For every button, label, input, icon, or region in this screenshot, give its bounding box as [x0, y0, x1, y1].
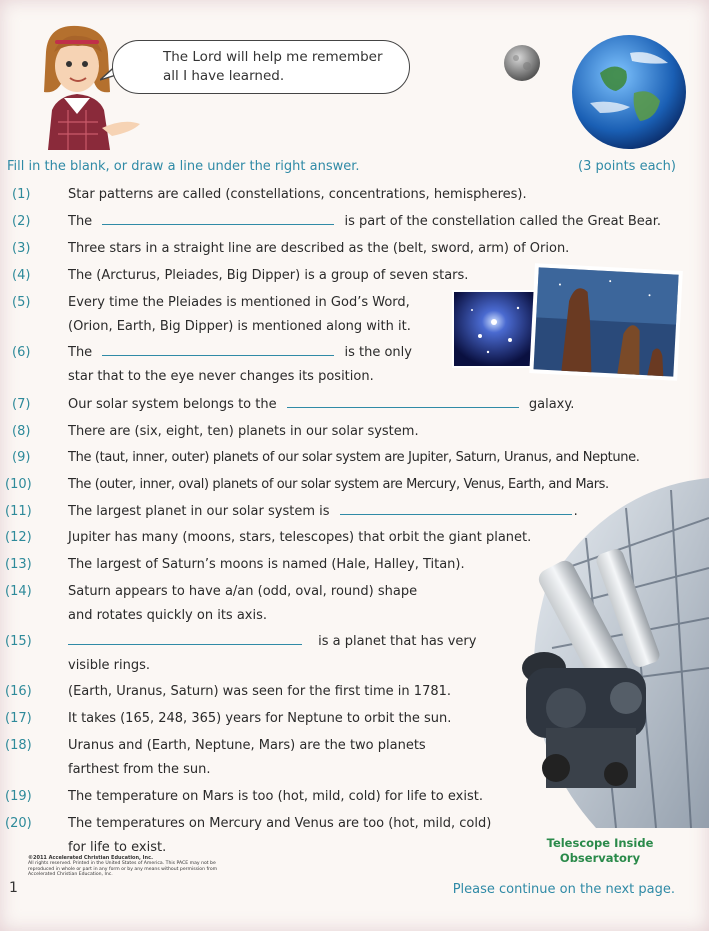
- question-number: (2): [12, 214, 31, 229]
- question-number: (8): [12, 424, 31, 439]
- question-number: (9): [12, 450, 31, 465]
- question-text: is the only: [344, 345, 412, 360]
- question-number: (20): [5, 816, 32, 831]
- star-cluster-photo-icon: [452, 290, 536, 368]
- pillars-of-creation-photo-icon: [528, 263, 684, 383]
- question-text-continued: for life to exist.: [68, 840, 167, 855]
- speech-bubble: [112, 40, 410, 94]
- question-text: (Earth, Uranus, Saturn) was seen for the first time in 1781.: [68, 684, 452, 699]
- points-label: (3 points each): [578, 159, 676, 174]
- question-number: (5): [12, 295, 31, 310]
- question-number: (14): [5, 584, 32, 599]
- question-number: (7): [12, 397, 31, 412]
- speech-bubble-text: The Lord will help me remember all I have learned.: [163, 49, 383, 84]
- question-text: There are (six, eight, ten) planets in our solar system.: [68, 424, 419, 439]
- question-number: (10): [5, 477, 32, 492]
- question-text: The largest planet in our solar system is: [68, 504, 330, 519]
- question-text: The (taut, inner, outer) planets of our solar system are Jupiter, Saturn, Uranus, and Neptune.: [68, 450, 640, 465]
- question-text-continued: star that to the eye never changes its position.: [68, 369, 374, 384]
- question-text-continued: farthest from the sun.: [68, 762, 211, 777]
- question-number: (15): [5, 634, 32, 649]
- question-text: The temperatures on Mercury and Venus are too (hot, mild, cold): [68, 816, 492, 831]
- question-number: (13): [5, 557, 32, 572]
- instructions: Fill in the blank, or draw a line under the right answer.: [7, 159, 360, 174]
- question-text: galaxy.: [528, 397, 575, 412]
- moon-icon: [503, 44, 541, 82]
- question-text: The: [68, 214, 93, 229]
- question-text: Uranus and (Earth, Neptune, Mars) are the two planets: [68, 738, 426, 753]
- question-number: (3): [12, 241, 31, 256]
- question-number: (11): [5, 504, 32, 519]
- question-number: (16): [5, 684, 32, 699]
- continue-text: Please continue on the next page.: [452, 882, 675, 897]
- answer-blank[interactable]: [102, 345, 334, 356]
- telescope-observatory-photo-icon: [486, 478, 709, 828]
- question-number: (12): [5, 530, 32, 545]
- question-number: (17): [5, 711, 32, 726]
- question-text: Saturn appears to have a/an (odd, oval, round) shape: [68, 584, 418, 599]
- question-text: It takes (165, 248, 365) years for Neptune to orbit the sun.: [68, 711, 452, 726]
- question-text: Our solar system belongs to the: [68, 397, 277, 412]
- question-text: The (outer, inner, oval) planets of our solar system are Mercury, Venus, Earth, and Mars.: [68, 477, 609, 492]
- question-text: Three stars in a straight line are described as the (belt, sword, arm) of Orion.: [68, 241, 570, 256]
- telescope-caption: Telescope Inside Observatory: [546, 836, 654, 865]
- question-text-continued: and rotates quickly on its axis.: [68, 608, 267, 623]
- question-text: The (Arcturus, Pleiades, Big Dipper) is a group of seven stars.: [68, 268, 469, 283]
- question-text-continued: visible rings.: [68, 658, 151, 673]
- question-text: .: [573, 504, 578, 519]
- question-text: is a planet that has very: [318, 634, 477, 649]
- copyright-body: All rights reserved. Printed in the United States of America. This PACE may not be reproduced in whole or part in any form or by any means without permission from Accelerated Christian Education, Inc.: [28, 861, 218, 878]
- question-number: (19): [5, 789, 32, 804]
- question-text: The largest of Saturn’s moons is named (Hale, Halley, Titan).: [68, 557, 465, 572]
- question-text: The temperature on Mars is too (hot, mild, cold) for life to exist.: [68, 789, 483, 804]
- question-text: The: [68, 345, 93, 360]
- page-number: 1: [9, 880, 18, 896]
- earth-icon: [570, 33, 688, 151]
- question-number: (4): [12, 268, 31, 283]
- question-text: is part of the constellation called the Great Bear.: [344, 214, 662, 229]
- answer-blank[interactable]: [68, 634, 302, 645]
- question-number: (1): [12, 187, 31, 202]
- question-text: Every time the Pleiades is mentioned in God’s Word,: [68, 295, 410, 310]
- copyright-title: ©2011 Accelerated Christian Education, Inc.: [28, 855, 153, 861]
- question-text-continued: (Orion, Earth, Big Dipper) is mentioned along with it.: [68, 319, 411, 334]
- answer-blank[interactable]: [287, 397, 519, 408]
- question-number: (18): [5, 738, 32, 753]
- question-number: (6): [12, 345, 31, 360]
- copyright-notice: [28, 856, 228, 878]
- question-text: Jupiter has many (moons, stars, telescopes) that orbit the giant planet.: [68, 530, 532, 545]
- answer-blank[interactable]: [102, 214, 334, 225]
- question-text: Star patterns are called (constellations, concentrations, hemispheres).: [68, 187, 527, 202]
